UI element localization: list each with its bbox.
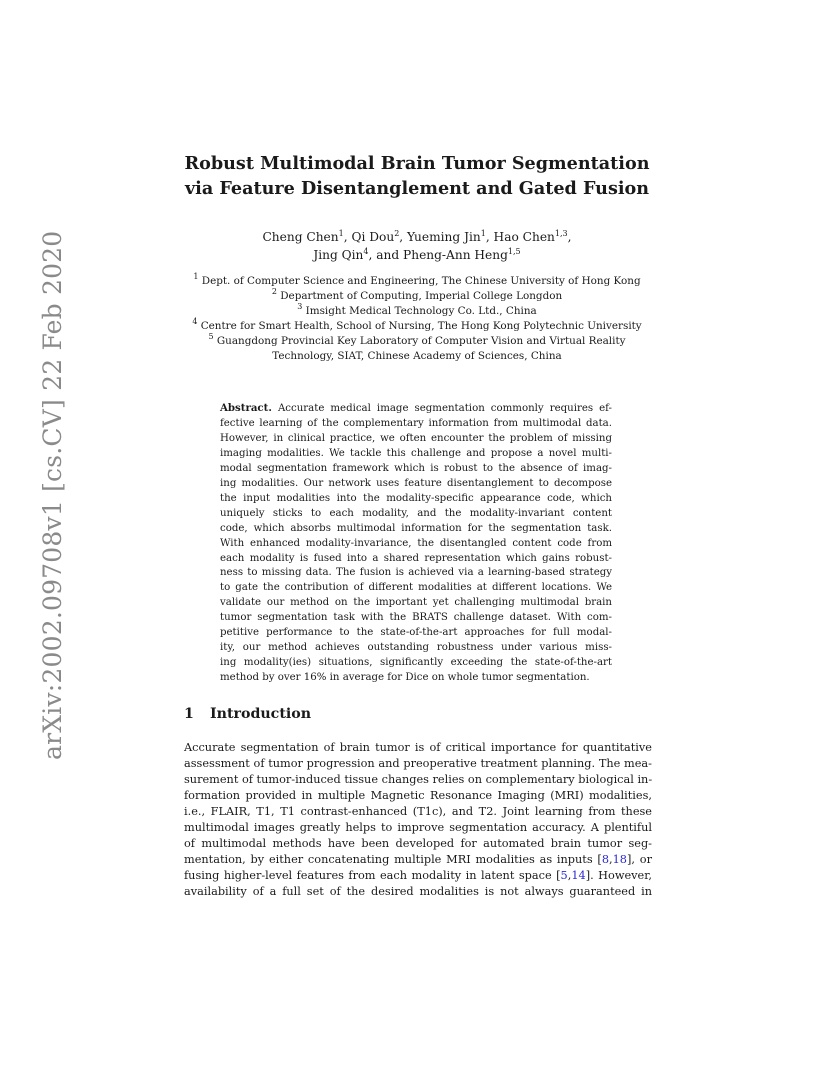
body-text: mentation, by either concatenating multiple MRI modalities as inputs [: [184, 853, 602, 867]
author-separator: ,: [567, 230, 572, 244]
section-heading: [184, 706, 311, 722]
abstract: [220, 401, 612, 686]
abstract-line: to gate the contribution of different modalities at different locations. We: [220, 582, 612, 594]
affiliation-line: [150, 274, 684, 289]
affiliation-sup: 3: [297, 301, 303, 311]
affiliation-text: Technology, SIAT, Chinese Academy of Sciences, China: [272, 349, 562, 362]
body-text: fusing higher-level features from each modality in latent space [: [184, 869, 561, 883]
author-line: [150, 246, 684, 264]
affiliation-line: [150, 349, 684, 364]
abstract-line: each modality is fused into a shared representation which gains robust-: [220, 552, 612, 564]
affiliation-line: [150, 316, 684, 334]
affiliation-sup: 5: [208, 331, 214, 341]
author-line: [150, 228, 684, 246]
body-line: [184, 868, 652, 884]
body-text: ,: [609, 853, 613, 867]
abstract-line: imaging modalities. We tackle this challenge and propose a novel multi-: [220, 447, 612, 459]
title-line: Robust Multimodal Brain Tumor Segmentation: [184, 153, 650, 174]
abstract-keyword: Abstract.: [220, 402, 272, 414]
affiliation-line: [150, 286, 684, 304]
body-line: [184, 852, 652, 868]
section-number: 1: [184, 706, 194, 722]
abstract-line: validate our method on the important yet challenging multimodal brain: [220, 597, 612, 609]
abstract-line: modal segmentation framework which is robust to the absence of imag-: [220, 462, 612, 474]
author-name: , Hao Chen: [485, 230, 555, 244]
abstract-line: [220, 401, 612, 417]
abstract-line: With enhanced modality-invariance, the disentangled content code from: [220, 537, 612, 549]
abstract-line: method by over 16% in average for Dice on whole tumor segmentation.: [220, 672, 590, 684]
abstract-text: Accurate medical image segmentation commonly requires ef-: [271, 403, 612, 414]
author-name: , and Pheng-Ann Heng: [368, 248, 508, 262]
section-title: Introduction: [210, 706, 312, 722]
abstract-line: ness to missing data. The fusion is achieved via a learning-based strategy: [220, 567, 612, 579]
affiliation-line: [150, 301, 684, 319]
citation-link[interactable]: 18: [612, 853, 627, 867]
abstract-line: ing modality(ies) situations, significantly exceeding the state-of-the-art: [220, 657, 612, 669]
author-affil-sup: 1: [338, 229, 344, 238]
affiliation-sup: 1: [193, 272, 199, 281]
paper-title: [150, 151, 684, 201]
affiliation-text: Guangdong Provincial Key Laboratory of Computer Vision and Virtual Reality: [213, 334, 626, 347]
affiliation-text: Centre for Smart Health, School of Nursing, The Hong Kong Polytechnic University: [197, 319, 642, 332]
abstract-line: However, in clinical practice, we often encounter the problem of missing: [220, 432, 612, 444]
title-line: via Feature Disentanglement and Gated Fusion: [184, 178, 650, 199]
citation-link[interactable]: 5: [560, 869, 568, 883]
body-line: surement of tumor-induced tissue changes relies on complementary biological in-: [184, 773, 653, 787]
author-affil-sup: 2: [394, 229, 400, 238]
author-affil-sup: 1,3: [554, 229, 568, 238]
abstract-line: tumor segmentation task with the BRATS challenge dataset. With com-: [220, 612, 612, 624]
author-name: Jing Qin: [313, 248, 364, 262]
author-affil-sup: 4: [363, 247, 369, 256]
affiliation-list: [150, 274, 684, 363]
abstract-line: uniquely sticks to each modality, and the modality-invariant content: [220, 507, 612, 519]
affiliation-text: Department of Computing, Imperial College Longdon: [276, 289, 563, 302]
abstract-line: ing modalities. Our network uses feature disentanglement to decompose: [220, 477, 612, 489]
author-name: , Yueming Jin: [399, 230, 481, 244]
body-line: availability of a full set of the desired modalities is not always guaranteed in: [184, 885, 652, 899]
body-line: formation provided in multiple Magnetic Resonance Imaging (MRI) modalities,: [184, 789, 652, 803]
body-text: ,: [567, 869, 572, 883]
affiliation-sup: 2: [271, 286, 277, 296]
affiliation-line: [150, 331, 684, 349]
arxiv-stamp: arXiv:2002.09708v1 [cs.CV] 22 Feb 2020: [38, 230, 67, 760]
body-line: assessment of tumor progression and preoperative treatment planning. The mea-: [184, 757, 652, 771]
abstract-line: petitive performance to the state-of-the-art approaches for full modal-: [220, 627, 612, 639]
citation-link[interactable]: 8: [601, 853, 610, 867]
abstract-line: the input modalities into the modality-specific appearance code, which: [220, 492, 612, 504]
body-text: ], or: [627, 853, 652, 867]
affiliation-text: Imsight Medical Technology Co. Ltd., China: [302, 304, 537, 317]
abstract-line: fective learning of the complementary information from multimodal data.: [220, 417, 612, 429]
body-line: i.e., FLAIR, T1, T1 contrast-enhanced (T1c), and T2. Joint learning from these: [184, 805, 652, 819]
affiliation-sup: 4: [192, 316, 198, 326]
author-name: Cheng Chen: [262, 230, 339, 244]
citation-link[interactable]: 14: [571, 869, 586, 883]
body-line: Accurate segmentation of brain tumor is of critical importance for quantitative: [184, 741, 652, 754]
body-line: multimodal images greatly helps to improve segmentation accuracy. A plentiful: [184, 821, 652, 835]
body-text: ]. However,: [585, 869, 652, 883]
author-affil-sup: 1: [480, 229, 486, 238]
author-list: [150, 228, 684, 264]
affiliation-text: Dept. of Computer Science and Engineering, The Chinese University of Hong Kong: [198, 275, 641, 287]
author-affil-sup: 1,5: [507, 247, 521, 256]
author-name: , Qi Dou: [343, 230, 395, 244]
body-line: of multimodal methods have been developed for automated brain tumor seg-: [184, 837, 652, 851]
intro-paragraph: [184, 740, 652, 900]
abstract-line: ity, our method achieves outstanding robustness under various miss-: [220, 642, 612, 654]
abstract-line: code, which absorbs multimodal information for the segmentation task.: [220, 522, 612, 534]
